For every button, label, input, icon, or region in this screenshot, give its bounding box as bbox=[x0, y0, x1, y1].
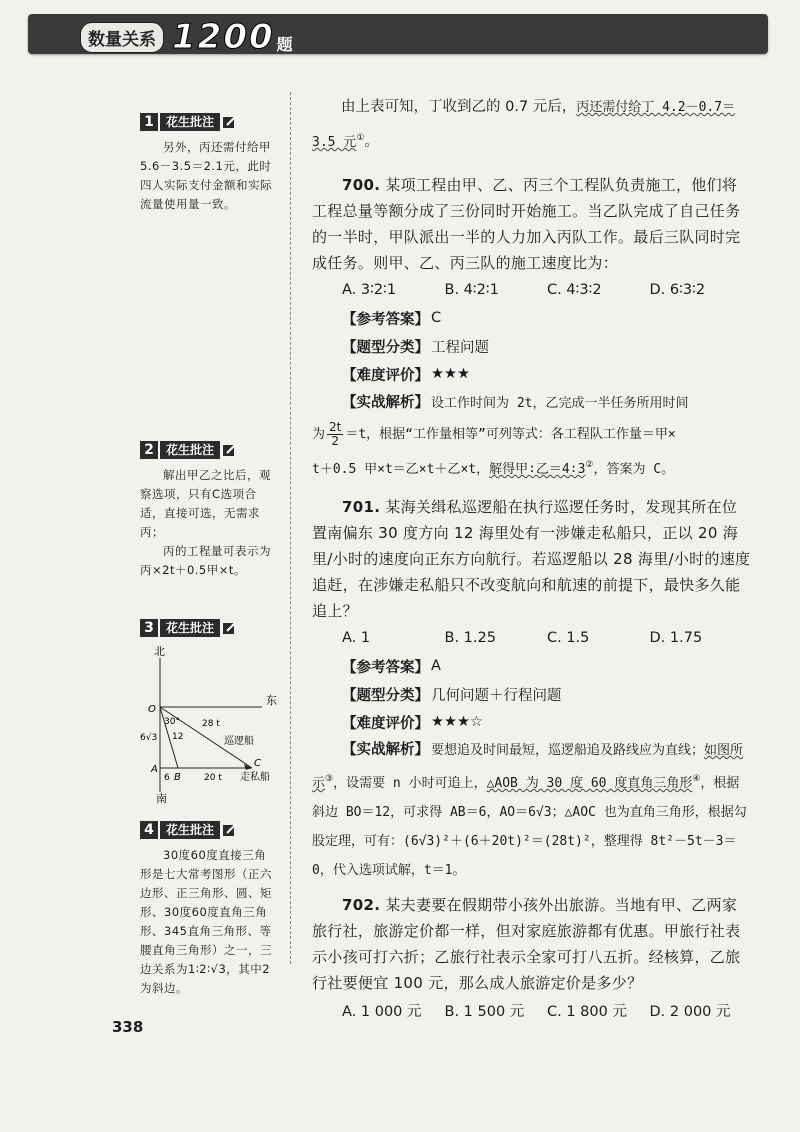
note-body bbox=[140, 846, 278, 998]
difficulty-stars: ★★★ bbox=[431, 366, 470, 382]
east-label: 东 bbox=[266, 694, 277, 707]
question-701 bbox=[312, 494, 752, 885]
option-b[interactable]: B. 1 500 元 bbox=[444, 1003, 525, 1020]
difficulty-stars: ★★★☆ bbox=[431, 714, 483, 730]
analysis-text: t＋0.5 甲×t＝乙×t＋乙×t， bbox=[312, 461, 490, 477]
fraction-denominator: 2 bbox=[331, 433, 339, 448]
point-B: B bbox=[174, 772, 181, 783]
column-divider bbox=[290, 92, 291, 964]
note-text: 30度60度直接三角形是七大常考图形（正六边形、正三角形、圆、矩形、30度60度直角三角形、345直角三角形、等腰直角三角形）之一，三边关系为1∶2∶√3，其中2为斜边。 bbox=[140, 848, 272, 995]
question-number: 700. bbox=[342, 176, 381, 194]
type-label: 【题型分类】 bbox=[342, 339, 429, 356]
answer-value: C bbox=[431, 310, 442, 326]
analysis-text: 设工作时间为 2t，乙完成一半任务所用时间 bbox=[431, 396, 689, 411]
analysis-cont bbox=[312, 450, 752, 485]
fraction bbox=[327, 421, 343, 448]
analysis-text: ，答案为 C。 bbox=[593, 461, 675, 477]
note-4 bbox=[140, 820, 278, 998]
point-C: C bbox=[254, 758, 261, 769]
analysis-underline: 解得甲∶乙＝4∶3 bbox=[489, 461, 586, 477]
book-title bbox=[80, 17, 293, 57]
note-number: 1 bbox=[140, 113, 158, 131]
option-a[interactable]: A. 1 bbox=[342, 630, 371, 646]
note-1 bbox=[140, 112, 278, 214]
header-banner bbox=[28, 14, 768, 57]
type-row bbox=[312, 680, 752, 708]
option-c[interactable]: C. 1 800 元 bbox=[547, 1003, 627, 1020]
answer-row bbox=[312, 652, 752, 680]
note-header bbox=[140, 618, 278, 638]
note-label: 花生批注 bbox=[160, 619, 220, 637]
difficulty-label: 【难度评价】 bbox=[342, 367, 429, 384]
option-a[interactable]: A. 1 000 元 bbox=[342, 1003, 422, 1020]
analysis-text: ，根据斜边 BO＝12，可求得 AB＝6，AO＝6√3；△AOC 也为直角三角形，根据勾股定理，可有：(6√3)²＋(6＋20t)²＝(28t)²，整理得 8t²－5t－3＝0，代入选项试解，t＝1。 bbox=[312, 775, 747, 878]
question-700 bbox=[312, 172, 752, 485]
analysis-text: 为 bbox=[312, 427, 326, 442]
note-header bbox=[140, 112, 278, 132]
question-702 bbox=[312, 892, 752, 1024]
note-header bbox=[140, 440, 278, 460]
north-label: 北 bbox=[154, 645, 165, 658]
point-A: A bbox=[151, 764, 158, 775]
footnote-mark: ③ bbox=[325, 774, 334, 784]
difficulty-row bbox=[312, 360, 752, 388]
analysis-label: 【实战解析】 bbox=[342, 742, 429, 758]
type-value: 几何问题＋行程问题 bbox=[431, 687, 562, 704]
analysis-text: ，设需要 n 小时可追上， bbox=[333, 775, 487, 791]
smuggler-boat-label: 走私船 bbox=[240, 772, 270, 783]
type-value: 工程问题 bbox=[431, 339, 489, 356]
footnote-mark: ② bbox=[585, 460, 594, 470]
side-6-label: 6 bbox=[164, 773, 170, 783]
pen-icon bbox=[222, 442, 238, 458]
options bbox=[312, 276, 752, 304]
option-d[interactable]: D. 1.75 bbox=[649, 630, 703, 646]
geometry-diagram bbox=[140, 644, 280, 805]
answer-label: 【参考答案】 bbox=[342, 311, 429, 328]
pen-icon bbox=[222, 114, 238, 130]
note-label: 花生批注 bbox=[160, 441, 220, 459]
option-a[interactable]: A. 3∶2∶1 bbox=[342, 282, 397, 298]
patrol-boat-label: 巡逻船 bbox=[224, 736, 254, 747]
fraction-numerator: 2t bbox=[329, 419, 342, 434]
question-stem bbox=[312, 172, 752, 276]
analysis-label: 【实战解析】 bbox=[342, 395, 429, 411]
options bbox=[312, 996, 752, 1024]
pen-icon bbox=[222, 620, 238, 636]
side-28t-label: 28 t bbox=[202, 719, 220, 729]
side-6sqrt3-label: 6√3 bbox=[140, 733, 158, 743]
footnote-mark: ④ bbox=[692, 774, 701, 784]
intro-underline: 丙还需付给丁 4.2－0.7＝3.5 元 bbox=[312, 100, 736, 150]
note-label: 花生批注 bbox=[160, 821, 220, 839]
question-number: 702. bbox=[342, 896, 381, 914]
note-header bbox=[140, 820, 278, 840]
note-body bbox=[140, 466, 278, 580]
option-b[interactable]: B. 1.25 bbox=[444, 630, 496, 646]
type-row bbox=[312, 332, 752, 360]
analysis bbox=[312, 736, 752, 885]
question-number: 701. bbox=[342, 498, 381, 516]
side-12-label: 12 bbox=[172, 732, 184, 742]
answer-row bbox=[312, 304, 752, 332]
note-text: 解出甲乙之比后，观察选项，只有C选项合适，直接可选，无需求丙； bbox=[140, 468, 271, 539]
angle-label: 30° bbox=[164, 717, 180, 727]
question-text: 某海关缉私巡逻船在执行巡逻任务时，发现其所在位置南偏东 30 度方向 12 海里处有一涉嫌走私船只，正以 20 海里/小时的速度向正东方向航行。若巡逻船以 28 海里/小时的速度追赶，在涉嫌走私船只不改变航向和航速的前提下，最快多久能追上？ bbox=[312, 498, 751, 620]
note-text: 另外，丙还需付给甲5.6－3.5＝2.1元，此时四人实际支付金额和实际流量使用量一致。 bbox=[140, 140, 272, 211]
answer-label: 【参考答案】 bbox=[342, 659, 429, 676]
option-d[interactable]: D. 6∶3∶2 bbox=[649, 282, 706, 298]
south-label: 南 bbox=[156, 792, 167, 805]
book-title-tag: 数量关系 bbox=[80, 22, 164, 53]
note-number: 2 bbox=[140, 441, 158, 459]
analysis bbox=[312, 388, 752, 419]
question-text: 某夫妻要在假期带小孩外出旅游。当地有甲、乙两家旅行社，旅游定价都一样，但对家庭旅游都有优惠。甲旅行社表示小孩可打六折；乙旅行社表示全家可打八五折。经核算，乙旅行社要便宜 100 元，那么成人旅游定价是多少？ bbox=[312, 896, 741, 992]
note-2 bbox=[140, 440, 278, 580]
analysis-text: 要想追及时间最短，巡逻船追及路线应为直线； bbox=[431, 743, 705, 758]
question-text: 某项工程由甲、乙、丙三个工程队负责施工，他们将工程总量等额分成了三份同时开始施工。当乙队完成了自己任务的一半时，甲队派出一半的人力加入丙队工作。最后三队同时完成任务。则甲、乙、丙三队的施工速度比为： bbox=[312, 176, 741, 272]
note-label: 花生批注 bbox=[160, 113, 220, 131]
option-c[interactable]: C. 1.5 bbox=[547, 630, 590, 646]
footnote-mark: ① bbox=[356, 133, 365, 143]
point-O: O bbox=[148, 704, 156, 715]
options bbox=[312, 624, 752, 652]
analysis-underline: 如图所示 bbox=[312, 743, 744, 791]
side-20t-label: 20 t bbox=[204, 773, 222, 783]
difficulty-row bbox=[312, 708, 752, 736]
option-d[interactable]: D. 2 000 元 bbox=[649, 1003, 731, 1020]
question-stem bbox=[312, 892, 752, 996]
note-number: 4 bbox=[140, 821, 158, 839]
analysis-text: ＝t，根据“工作量相等”可列等式：各工程队工作量＝甲× bbox=[345, 427, 676, 442]
analysis-underline: △AOB 为 30 度 60 度直角三角形 bbox=[486, 775, 693, 791]
note-body bbox=[140, 138, 278, 214]
intro-paragraph bbox=[312, 92, 752, 158]
book-title-number: 1200 bbox=[172, 17, 275, 57]
intro-end: 。 bbox=[364, 133, 379, 150]
analysis-cont bbox=[312, 419, 752, 450]
type-label: 【题型分类】 bbox=[342, 687, 429, 704]
page-number: 338 bbox=[112, 1018, 144, 1036]
note-number: 3 bbox=[140, 619, 158, 637]
difficulty-label: 【难度评价】 bbox=[342, 715, 429, 732]
option-b[interactable]: B. 4∶2∶1 bbox=[444, 282, 499, 298]
note-3 bbox=[140, 618, 278, 805]
pen-icon bbox=[222, 822, 238, 838]
book-title-suffix: 题 bbox=[276, 34, 293, 54]
question-stem bbox=[312, 494, 752, 624]
answer-value: A bbox=[431, 658, 441, 674]
intro-text: 由上表可知，丁收到乙的 0.7 元后， bbox=[341, 99, 577, 115]
option-c[interactable]: C. 4∶3∶2 bbox=[547, 282, 602, 298]
note-text: 丙的工程量可表示为丙×2t＋0.5甲×t。 bbox=[140, 544, 271, 577]
